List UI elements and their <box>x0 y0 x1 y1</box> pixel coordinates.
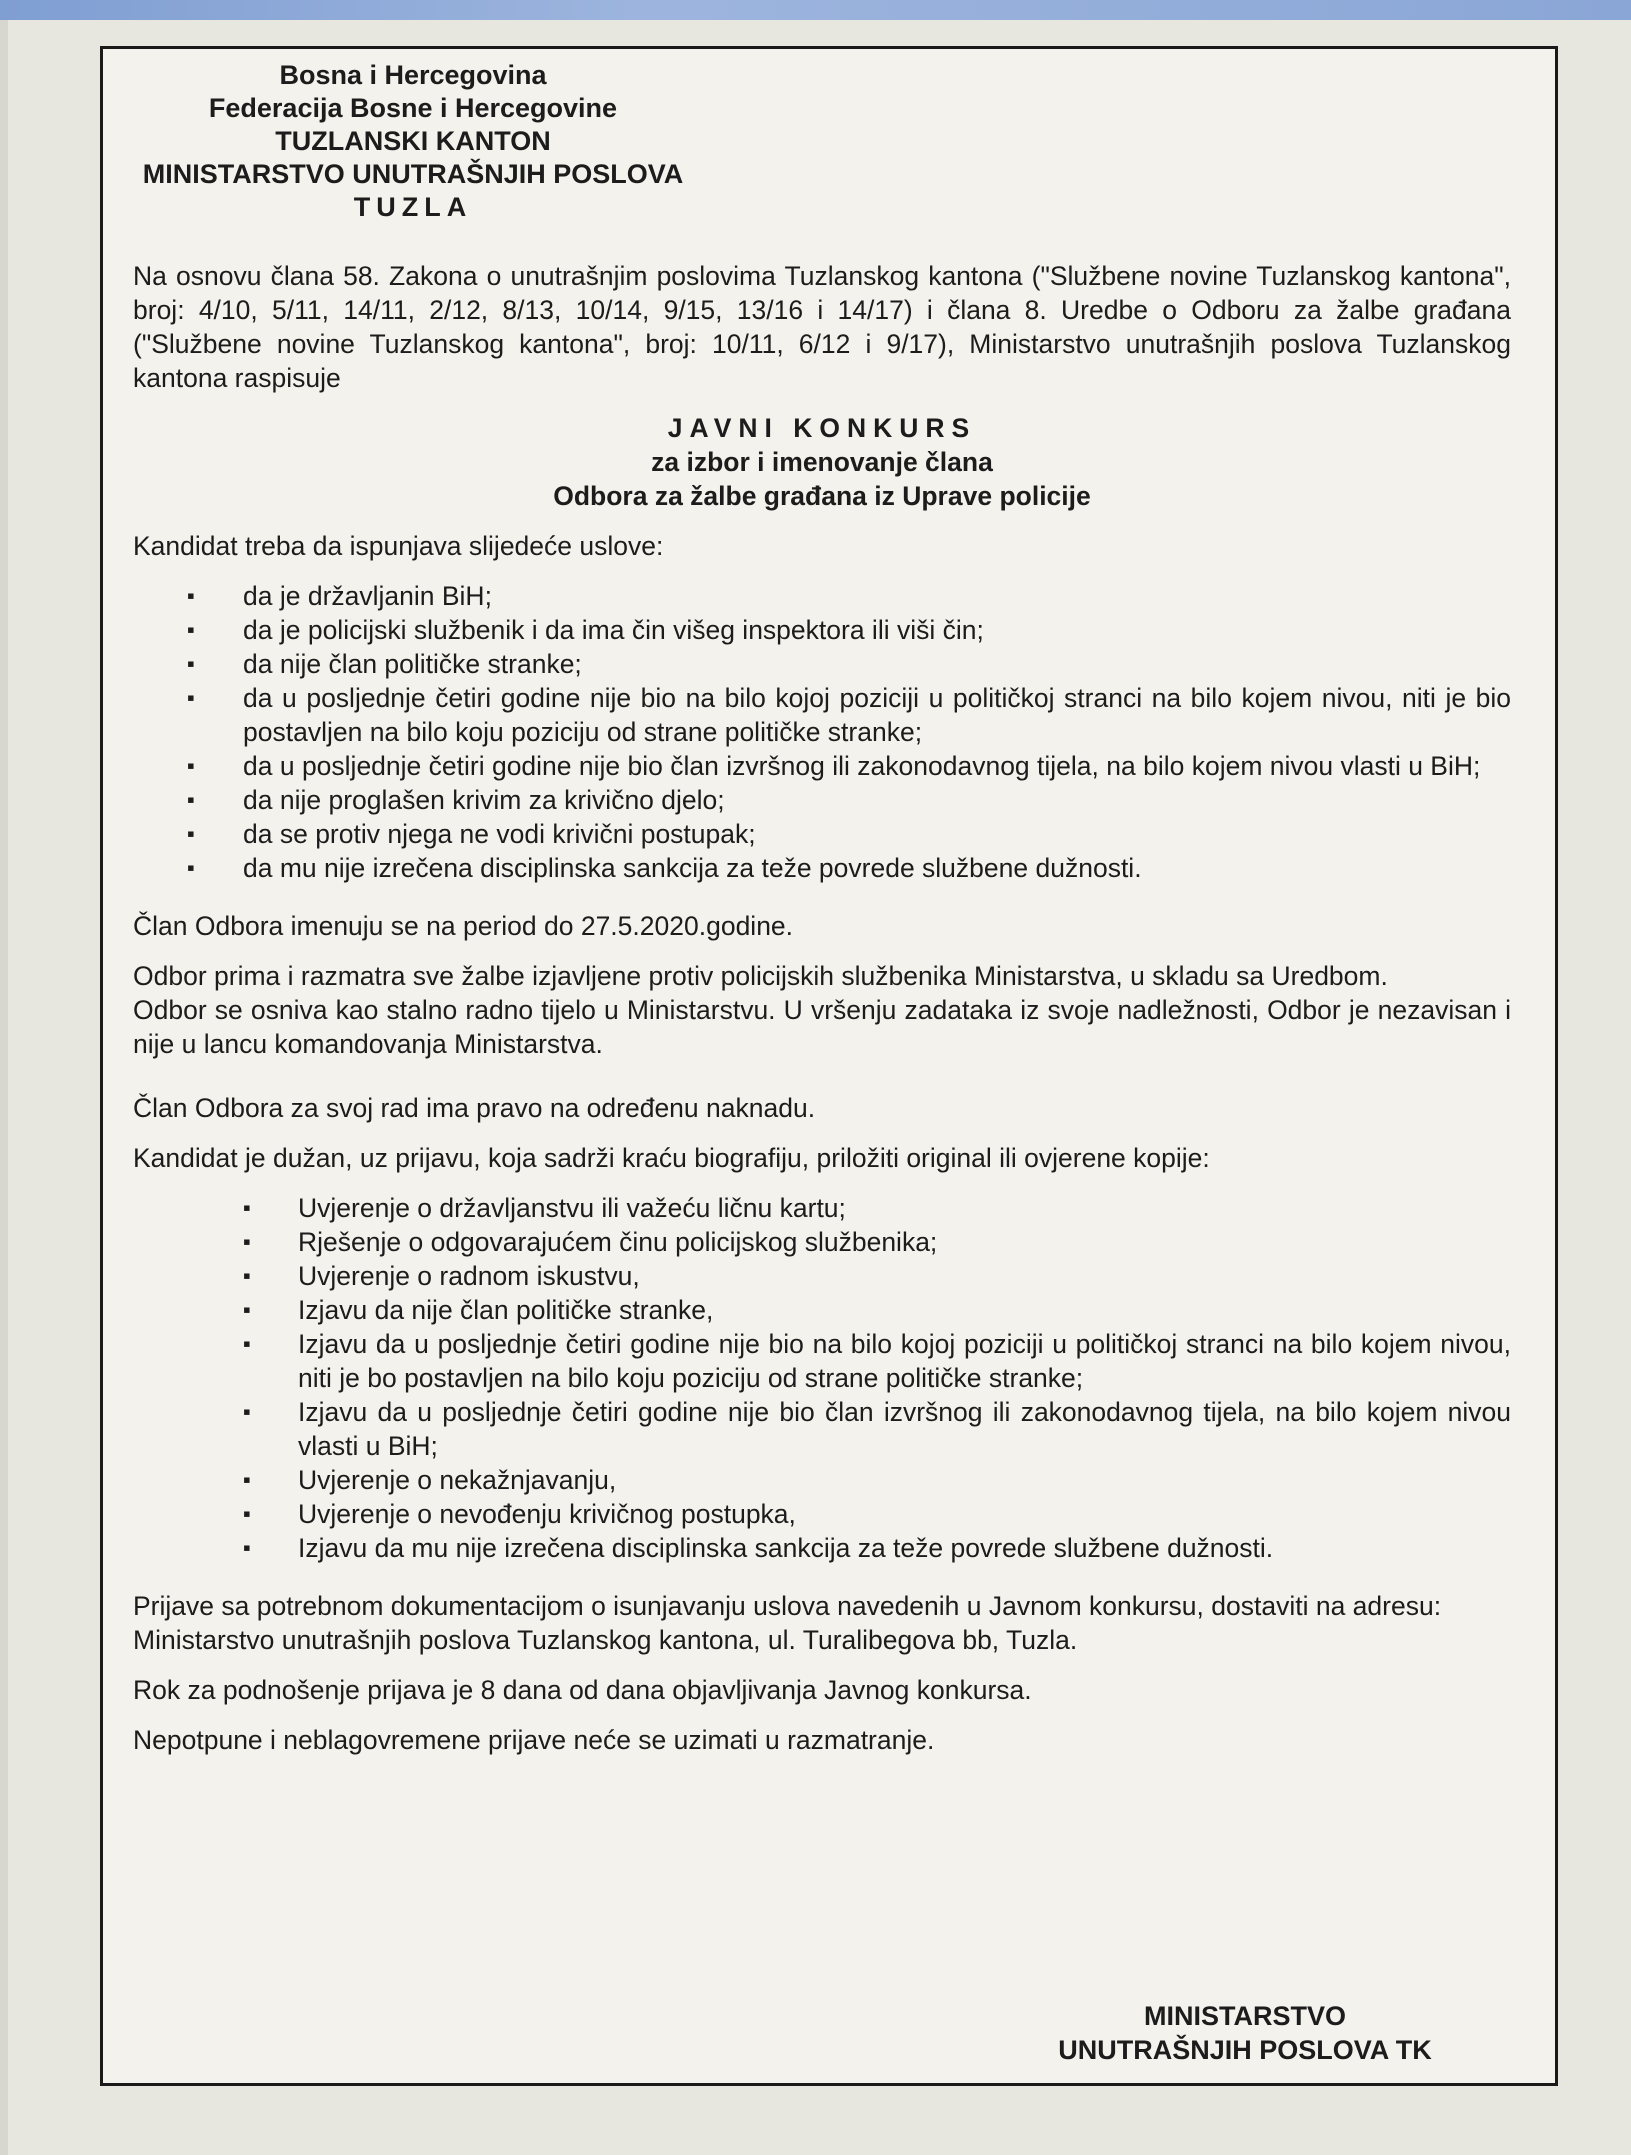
bullet-icon: ▪ <box>243 1535 251 1560</box>
bullet-icon: ▪ <box>243 1263 251 1288</box>
term-paragraph: Član Odbora imenuju se na period do 27.5.2020.godine. <box>133 911 794 941</box>
signature-line-1: MINISTARSTVO <box>1144 2001 1346 2031</box>
title-sub2: Odbora za žalbe građana iz Uprave policije <box>553 481 1091 511</box>
bullet-icon: ▪ <box>243 1467 251 1492</box>
bullet-icon: ▪ <box>187 753 195 778</box>
header-canton: TUZLANSKI KANTON <box>275 126 551 156</box>
header-country: Bosna i Hercegovina <box>279 60 547 90</box>
intro-paragraph: Na osnovu člana 58. Zakona o unutrašnjim poslovima Tuzlanskog kantona ("Službene novine Tuzlanskog kantona", broj: 4/10, 5/11, 14/11, 2/12, 8/13, 10/14, 9/15, 13/16 i 14/17) i člana 8. Uredbe o Odboru za žalbe građana ("Službene novine Tuzlanskog kantona", broj: 10/11, 6/12 i 9/17), Ministarstvo unutrašnjih poslova Tuzlanskog kantona raspisuje <box>133 261 1511 393</box>
list-item: ▪ da mu nije izrečena disciplinska sankcija za teže povrede službene dužnosti. <box>187 853 1142 883</box>
list-item: ▪ da nije član političke stranke; <box>187 649 582 679</box>
list-item: ▪ da se protiv njega ne vodi krivični postupak; <box>187 819 756 849</box>
public-notice-box <box>100 46 1558 2086</box>
bullet-icon: ▪ <box>243 1399 251 1424</box>
list-item: ▪ Izjavu da mu nije izrečena disciplinska sankcija za teže povrede službene dužnosti. <box>243 1533 1274 1563</box>
header-city: TUZLA <box>353 192 473 222</box>
header-ministry: MINISTARSTVO UNUTRAŠNJIH POSLOVA <box>142 159 684 189</box>
compensation-paragraph: Član Odbora za svoj rad ima pravo na određenu naknadu. <box>133 1093 816 1123</box>
title-main: JAVNI KONKURS <box>667 413 977 443</box>
list-item: ▪ da nije proglašen krivim za krivično djelo; <box>187 785 725 815</box>
notice-title <box>133 411 1511 513</box>
list-item: ▪ Uvjerenje o državljanstvu ili važeću ličnu kartu; <box>243 1193 846 1223</box>
submission-address: Ministarstvo unutrašnjih poslova Tuzlanskog kantona, ul. Turalibegova bb, Tuzla. <box>133 1625 1078 1655</box>
documents-intro: Kandidat je dužan, uz prijavu, koja sadrži kraću biografiju, priložiti original ili ovjerene kopije: <box>133 1143 1210 1173</box>
bullet-icon: ▪ <box>243 1331 251 1356</box>
conditions-intro: Kandidat treba da ispunjava slijedeće uslove: <box>133 531 664 561</box>
list-item: ▪ Izjavu da u posljednje četiri godine nije bio na bilo kojoj poziciji u političkoj stranci na bilo kojem nivou, niti je bo postavljen na bilo koju poziciju od strane političke stranke; <box>243 1329 1511 1393</box>
list-item: ▪ Uvjerenje o radnom iskustvu, <box>243 1261 640 1291</box>
signature-line-2: UNUTRAŠNJIH POSLOVA TK <box>1058 2035 1432 2065</box>
title-sub1: za izbor i imenovanje člana <box>651 447 993 477</box>
list-item: ▪ Uvjerenje o nevođenju krivičnog postupka, <box>243 1499 796 1529</box>
conditions-list <box>133 579 1511 885</box>
newspaper-top-strip <box>0 0 1631 20</box>
header-federation: Federacija Bosne i Hercegovine <box>208 93 618 123</box>
list-item: ▪ da u posljednje četiri godine nije bio član izvršnog ili zakonodavnog tijela, na bilo kojem nivou vlasti u BiH; <box>187 751 1481 781</box>
list-item: ▪ da je državljanin BiH; <box>187 581 492 611</box>
incomplete-paragraph: Nepotpune i neblagovremene prijave neće se uzimati u razmatranje. <box>133 1725 935 1755</box>
list-item: ▪ Uvjerenje o nekažnjavanju, <box>243 1465 617 1495</box>
issuer-header <box>133 59 693 224</box>
list-item: ▪ da u posljednje četiri godine nije bio na bilo kojoj poziciji u političkoj stranci na bilo kojem nivou, niti je bio postavljen na bilo koju poziciju od strane političke stranke; <box>187 683 1511 747</box>
bullet-icon: ▪ <box>187 855 195 880</box>
submission-paragraph: Prijave sa potrebnom dokumentacijom o isunjavanju uslova navedenih u Javnom konkursu, dostaviti na adresu: <box>133 1591 1442 1621</box>
bullet-icon: ▪ <box>243 1195 251 1220</box>
bullet-icon: ▪ <box>187 787 195 812</box>
notice-body <box>133 259 1511 1773</box>
signature-block <box>995 1999 1495 2067</box>
duties-paragraph-2: Odbor se osniva kao stalno radno tijelo u Ministarstvu. U vršenju zadataka iz svoje nadležnosti, Odbor je nezavisan i nije u lancu komandovanja Ministarstva. <box>133 995 1511 1059</box>
deadline-paragraph: Rok za podnošenje prijava je 8 dana od dana objavljivanja Javnog konkursa. <box>133 1675 1032 1705</box>
bullet-icon: ▪ <box>187 821 195 846</box>
list-item: ▪ Rješenje o odgovarajućem činu policijskog službenika; <box>243 1227 938 1257</box>
bullet-icon: ▪ <box>243 1229 251 1254</box>
bullet-icon: ▪ <box>243 1297 251 1322</box>
list-item: ▪ Izjavu da nije član političke stranke, <box>243 1295 714 1325</box>
bullet-icon: ▪ <box>187 583 195 608</box>
list-item: ▪ Izjavu da u posljednje četiri godine nije bio član izvršnog ili zakonodavnog tijela, na bilo kojem nivou vlasti u BiH; <box>243 1397 1511 1461</box>
documents-list <box>133 1191 1511 1565</box>
page-edge <box>0 20 8 2155</box>
duties-paragraph-1: Odbor prima i razmatra sve žalbe izjavljene protiv policijskih službenika Ministarstva, u skladu sa Uredbom. <box>133 961 1388 991</box>
bullet-icon: ▪ <box>187 651 195 676</box>
bullet-icon: ▪ <box>187 617 195 642</box>
bullet-icon: ▪ <box>187 685 195 710</box>
list-item: ▪ da je policijski službenik i da ima čin višeg inspektora ili viši čin; <box>187 615 984 645</box>
bullet-icon: ▪ <box>243 1501 251 1526</box>
